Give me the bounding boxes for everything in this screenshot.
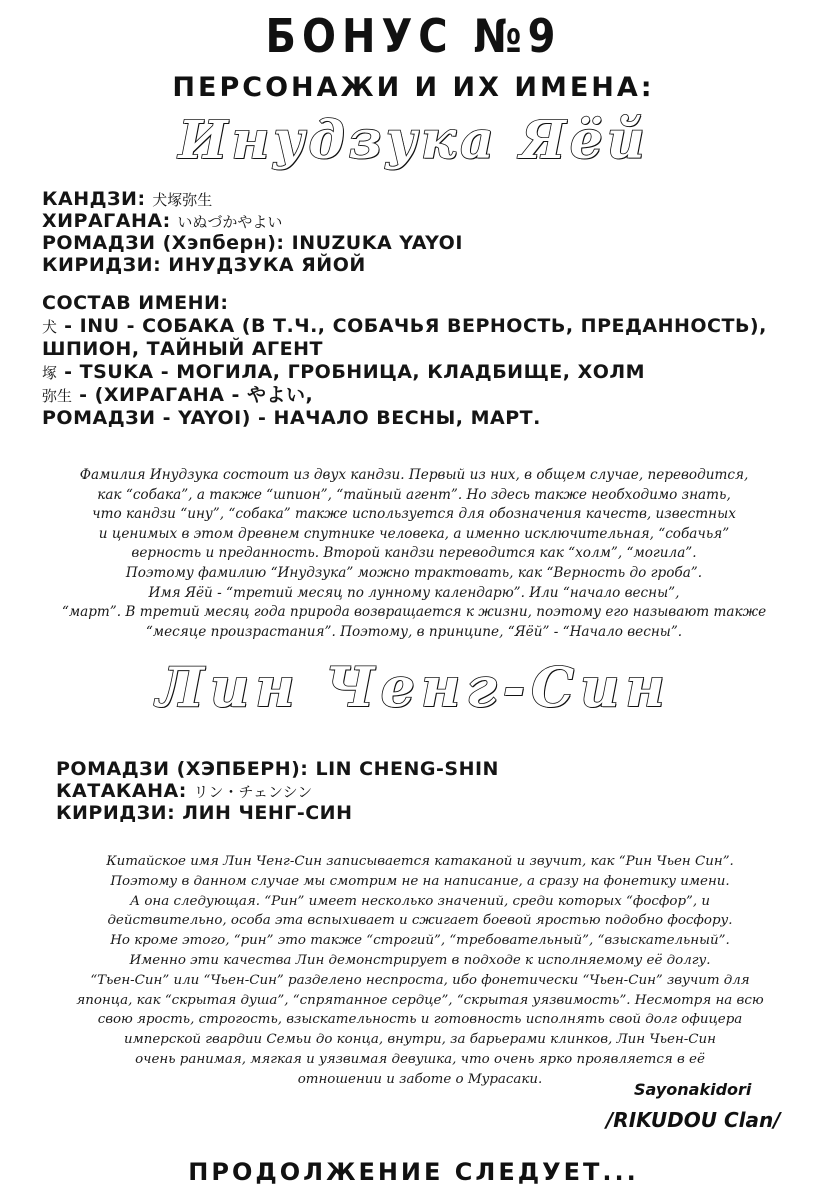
- character1-info: [42, 190, 463, 278]
- character2-description: [40, 852, 800, 1090]
- composition-text: РОМАДЗИ - YAYOI) - НАЧАЛО ВЕСНЫ, МАРТ.: [42, 407, 541, 429]
- info-label: КИРИДЗИ: ИНУДЗУКА ЯЙОЙ: [42, 254, 366, 276]
- paragraph-line: и ценимых в этом древнем спутнике человека, а именно исключительная, “собачья”: [98, 525, 730, 542]
- composition-kanji: 弥生: [42, 387, 73, 405]
- credit-clan: /RIKUDOU Clan/: [606, 1108, 781, 1132]
- paragraph-line: А она следующая. “Рин” имеет несколько значений, среди которых “фосфор”, и: [129, 893, 711, 909]
- paragraph-line: Именно эти качества Лин демонстрирует в подходе к исполняемому её долгу.: [129, 952, 711, 968]
- paragraph-line: “Тьен-Син” или “Чьен-Син” разделено неспроста, ибо фонетически “Чьен-Син” звучит для: [90, 972, 750, 988]
- name-composition: [42, 294, 767, 432]
- paragraph-line: Имя Яёй - “третий месяц по лунному календарю”. Или “начало весны”,: [148, 584, 680, 601]
- paragraph-line: отношении и заботе о Мурасаки.: [297, 1071, 543, 1087]
- paragraph-line: Но кроме этого, “рин” это также “строгий”, “требовательный”, “взыскательный”.: [110, 933, 730, 949]
- info-label: КИРИДЗИ: ЛИН ЧЕНГ-СИН: [56, 802, 353, 824]
- composition-text: - INU - СОБАКА (В Т.Ч., СОБАЧЬЯ ВЕРНОСТЬ, ПРЕДАННОСТЬ),: [57, 315, 767, 337]
- paragraph-line: “месяце произрастания”. Поэтому, в принципе, “Яёй” - “Начало весны”.: [145, 623, 683, 640]
- composition-kanji: 塚: [42, 364, 58, 382]
- section-subtitle: ПЕРСОНАЖИ И ИХ ИМЕНА:: [172, 72, 655, 103]
- composition-line: [42, 294, 767, 317]
- paragraph-line: “март”. В третий месяц года природа возвращается к жизни, поэтому его называют также: [61, 604, 767, 621]
- info-row-romaji: [56, 760, 499, 782]
- character1-description: [14, 466, 814, 642]
- paragraph-line: действительно, особа эта вспыхивает и сжигает боевой яростью подобно фосфору.: [107, 913, 733, 929]
- to-be-continued: ПРОДОЛЖЕНИЕ СЛЕДУЕТ...: [188, 1158, 639, 1186]
- info-row-romaji: [42, 234, 463, 256]
- character2-info: [56, 760, 499, 826]
- paragraph-line: верность и преданность. Второй кандзи переводится как “холм”, “могила”.: [131, 545, 697, 562]
- info-label: РОМАДЗИ (Хэпберн): INUZUKA YAYOI: [42, 232, 463, 254]
- info-row-kanji: [42, 190, 463, 212]
- paragraph-line: Китайское имя Лин Ченг-Син записывается катаканой и звучит, как “Рин Чьен Син”.: [106, 854, 734, 869]
- composition-text: СОСТАВ ИМЕНИ:: [42, 292, 229, 314]
- paragraph-line: свою ярость, строгость, взыскательность и готовность исполнять свой долг офицера: [97, 1012, 743, 1028]
- bonus-title: БОНУС №9: [265, 10, 562, 64]
- info-label: КАНДЗИ:: [42, 188, 146, 210]
- character2-name-heading: Лин Ченг-Син: [156, 655, 671, 719]
- info-label: КАТАКАНА:: [56, 780, 187, 802]
- composition-line: [42, 386, 767, 409]
- info-row-katakana: [56, 782, 499, 804]
- credit-author: Sayonakidori: [634, 1080, 752, 1099]
- composition-kanji: 犬: [42, 318, 58, 336]
- info-value: 犬塚弥生: [152, 191, 213, 209]
- composition-line: [42, 317, 767, 340]
- paragraph-line: Поэтому фамилию “Инудзука” можно трактовать, как “Верность до гроба”.: [125, 564, 703, 581]
- info-value: いぬづかやよい: [177, 213, 283, 231]
- paragraph-line: Фамилия Инудзука состоит из двух кандзи. Первый из них, в общем случае, переводится,: [79, 467, 749, 483]
- paragraph-line: Поэтому в данном случае мы смотрим не на написание, а сразу на фонетику имени.: [110, 873, 730, 889]
- composition-line: [42, 409, 767, 432]
- composition-text: - (ХИРАГАНА - やよい,: [72, 384, 314, 406]
- composition-line: [42, 340, 767, 363]
- composition-text: ШПИОН, ТАЙНЫЙ АГЕНТ: [42, 338, 323, 360]
- info-label: ХИРАГАНА:: [42, 210, 171, 232]
- info-row-kiriji: [56, 804, 499, 826]
- info-value: リン・チェンシン: [193, 783, 313, 801]
- paragraph-line: японца, как “скрытая душа”, “спрятанное сердце”, “скрытая уязвимость”. Несмотря на всю: [76, 992, 764, 1008]
- info-label: РОМАДЗИ (ХЭПБЕРН): LIN CHENG-SHIN: [56, 758, 499, 780]
- paragraph-line: что кандзи “ину”, “собака” также используется для обозначения качеств, известных: [92, 506, 736, 523]
- composition-text: - TSUKA - МОГИЛА, ГРОБНИЦА, КЛАДБИЩЕ, ХОЛМ: [57, 361, 646, 383]
- paragraph-line: как “собака”, а также “шпион”, “тайный агент”. Но здесь также необходимо знать,: [97, 486, 731, 503]
- composition-line: [42, 363, 767, 386]
- character1-name-heading: Инудзука Яёй: [178, 110, 649, 171]
- info-row-hiragana: [42, 212, 463, 234]
- info-row-kiriji: [42, 256, 463, 278]
- paragraph-line: очень ранимая, мягкая и уязвимая девушка, что очень ярко проявляется в её: [135, 1051, 705, 1067]
- paragraph-line: имперской гвардии Семьи до конца, внутри, за барьерами клинков, Лин Чьен-Син: [124, 1032, 716, 1048]
